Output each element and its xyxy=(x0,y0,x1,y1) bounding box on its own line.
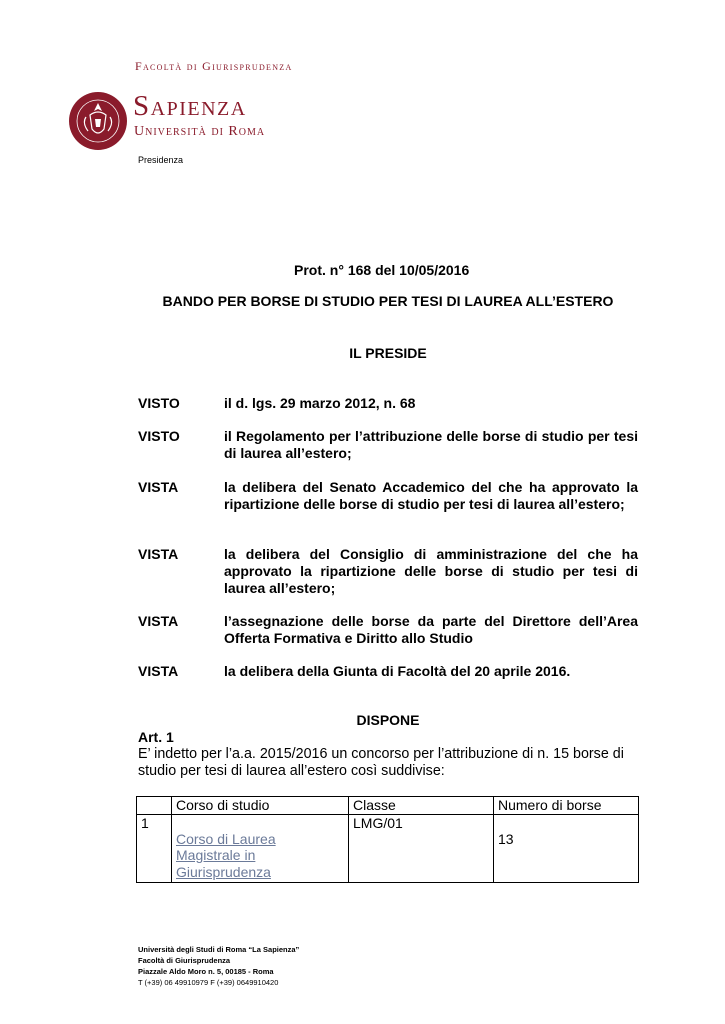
premise-text: il d. lgs. 29 marzo 2012, n. 68 xyxy=(224,395,416,411)
sapienza-seal-icon xyxy=(68,91,128,151)
scholarship-count: 13 xyxy=(494,814,639,882)
row-number: 1 xyxy=(137,814,172,882)
premise-text: il Regolamento per l’attribuzione delle borse di studio per tesi di laurea all’estero; xyxy=(224,428,638,461)
dispone-heading: DISPONE xyxy=(356,712,420,728)
premise-text: l’assegnazione delle borse da parte del Direttore dell’Area Offerta Formativa e Diritto allo Studio xyxy=(224,613,638,646)
premise-text: la delibera della Giunta di Facoltà del 20 aprile 2016. xyxy=(224,663,571,679)
footer-university: Università degli Studi di Roma “La Sapienza” xyxy=(138,945,300,954)
protocol-number: Prot. n° 168 del 10/05/2016 xyxy=(294,262,470,278)
article-text: E’ indetto per l’a.a. 2015/2016 un concorso per l’attribuzione di n. 15 borse di studio per tesi di laurea all’estero così suddivise: xyxy=(138,746,624,779)
footer-phone: T (+39) 06 49910979 F (+39) 0649910420 xyxy=(138,978,279,987)
table-header-cell: Classe xyxy=(349,797,494,815)
premise-text: la delibera del Senato Accademico del che ha approvato la ripartizione delle borse di studio per tesi di laurea all’estero; xyxy=(224,479,638,512)
scholarship-table xyxy=(136,796,639,883)
table-header-cell: Corso di studio xyxy=(172,797,349,815)
footer-faculty: Facoltà di Giurisprudenza xyxy=(138,956,231,965)
table-row xyxy=(137,814,639,882)
premise-label: VISTA xyxy=(138,613,179,629)
premise-label: VISTA xyxy=(138,663,179,679)
table-header-row xyxy=(137,797,639,815)
course-link[interactable]: Corso di Laurea Magistrale in Giurisprudenza xyxy=(176,830,276,880)
logo-name: Sapienza xyxy=(133,90,247,122)
office-label: Presidenza xyxy=(138,155,184,165)
premise-text: la delibera del Consiglio di amministrazione del che ha approvato la ripartizione delle borse di studio per tesi di laurea all’estero; xyxy=(224,546,638,596)
footer-street: Piazzale Aldo Moro n. 5, 00185 - Roma xyxy=(138,967,274,976)
table-header-cell: Numero di borse xyxy=(494,797,639,815)
premise-label: VISTO xyxy=(138,395,180,411)
course-class: LMG/01 xyxy=(349,814,494,882)
preside-heading: IL PRESIDE xyxy=(349,345,427,361)
table-header-cell xyxy=(137,797,172,815)
logo-subtitle: Università di Roma xyxy=(134,124,266,139)
premise-label: VISTO xyxy=(138,428,180,444)
premise-label: VISTA xyxy=(138,546,179,562)
faculty-header: Facoltà di Giurisprudenza xyxy=(135,59,293,73)
footer-address xyxy=(138,944,299,988)
premise-label: VISTA xyxy=(138,479,179,495)
document-title: BANDO PER BORSE DI STUDIO PER TESI DI LAUREA ALL’ESTERO xyxy=(162,293,614,309)
article-title: Art. 1 xyxy=(138,729,174,745)
